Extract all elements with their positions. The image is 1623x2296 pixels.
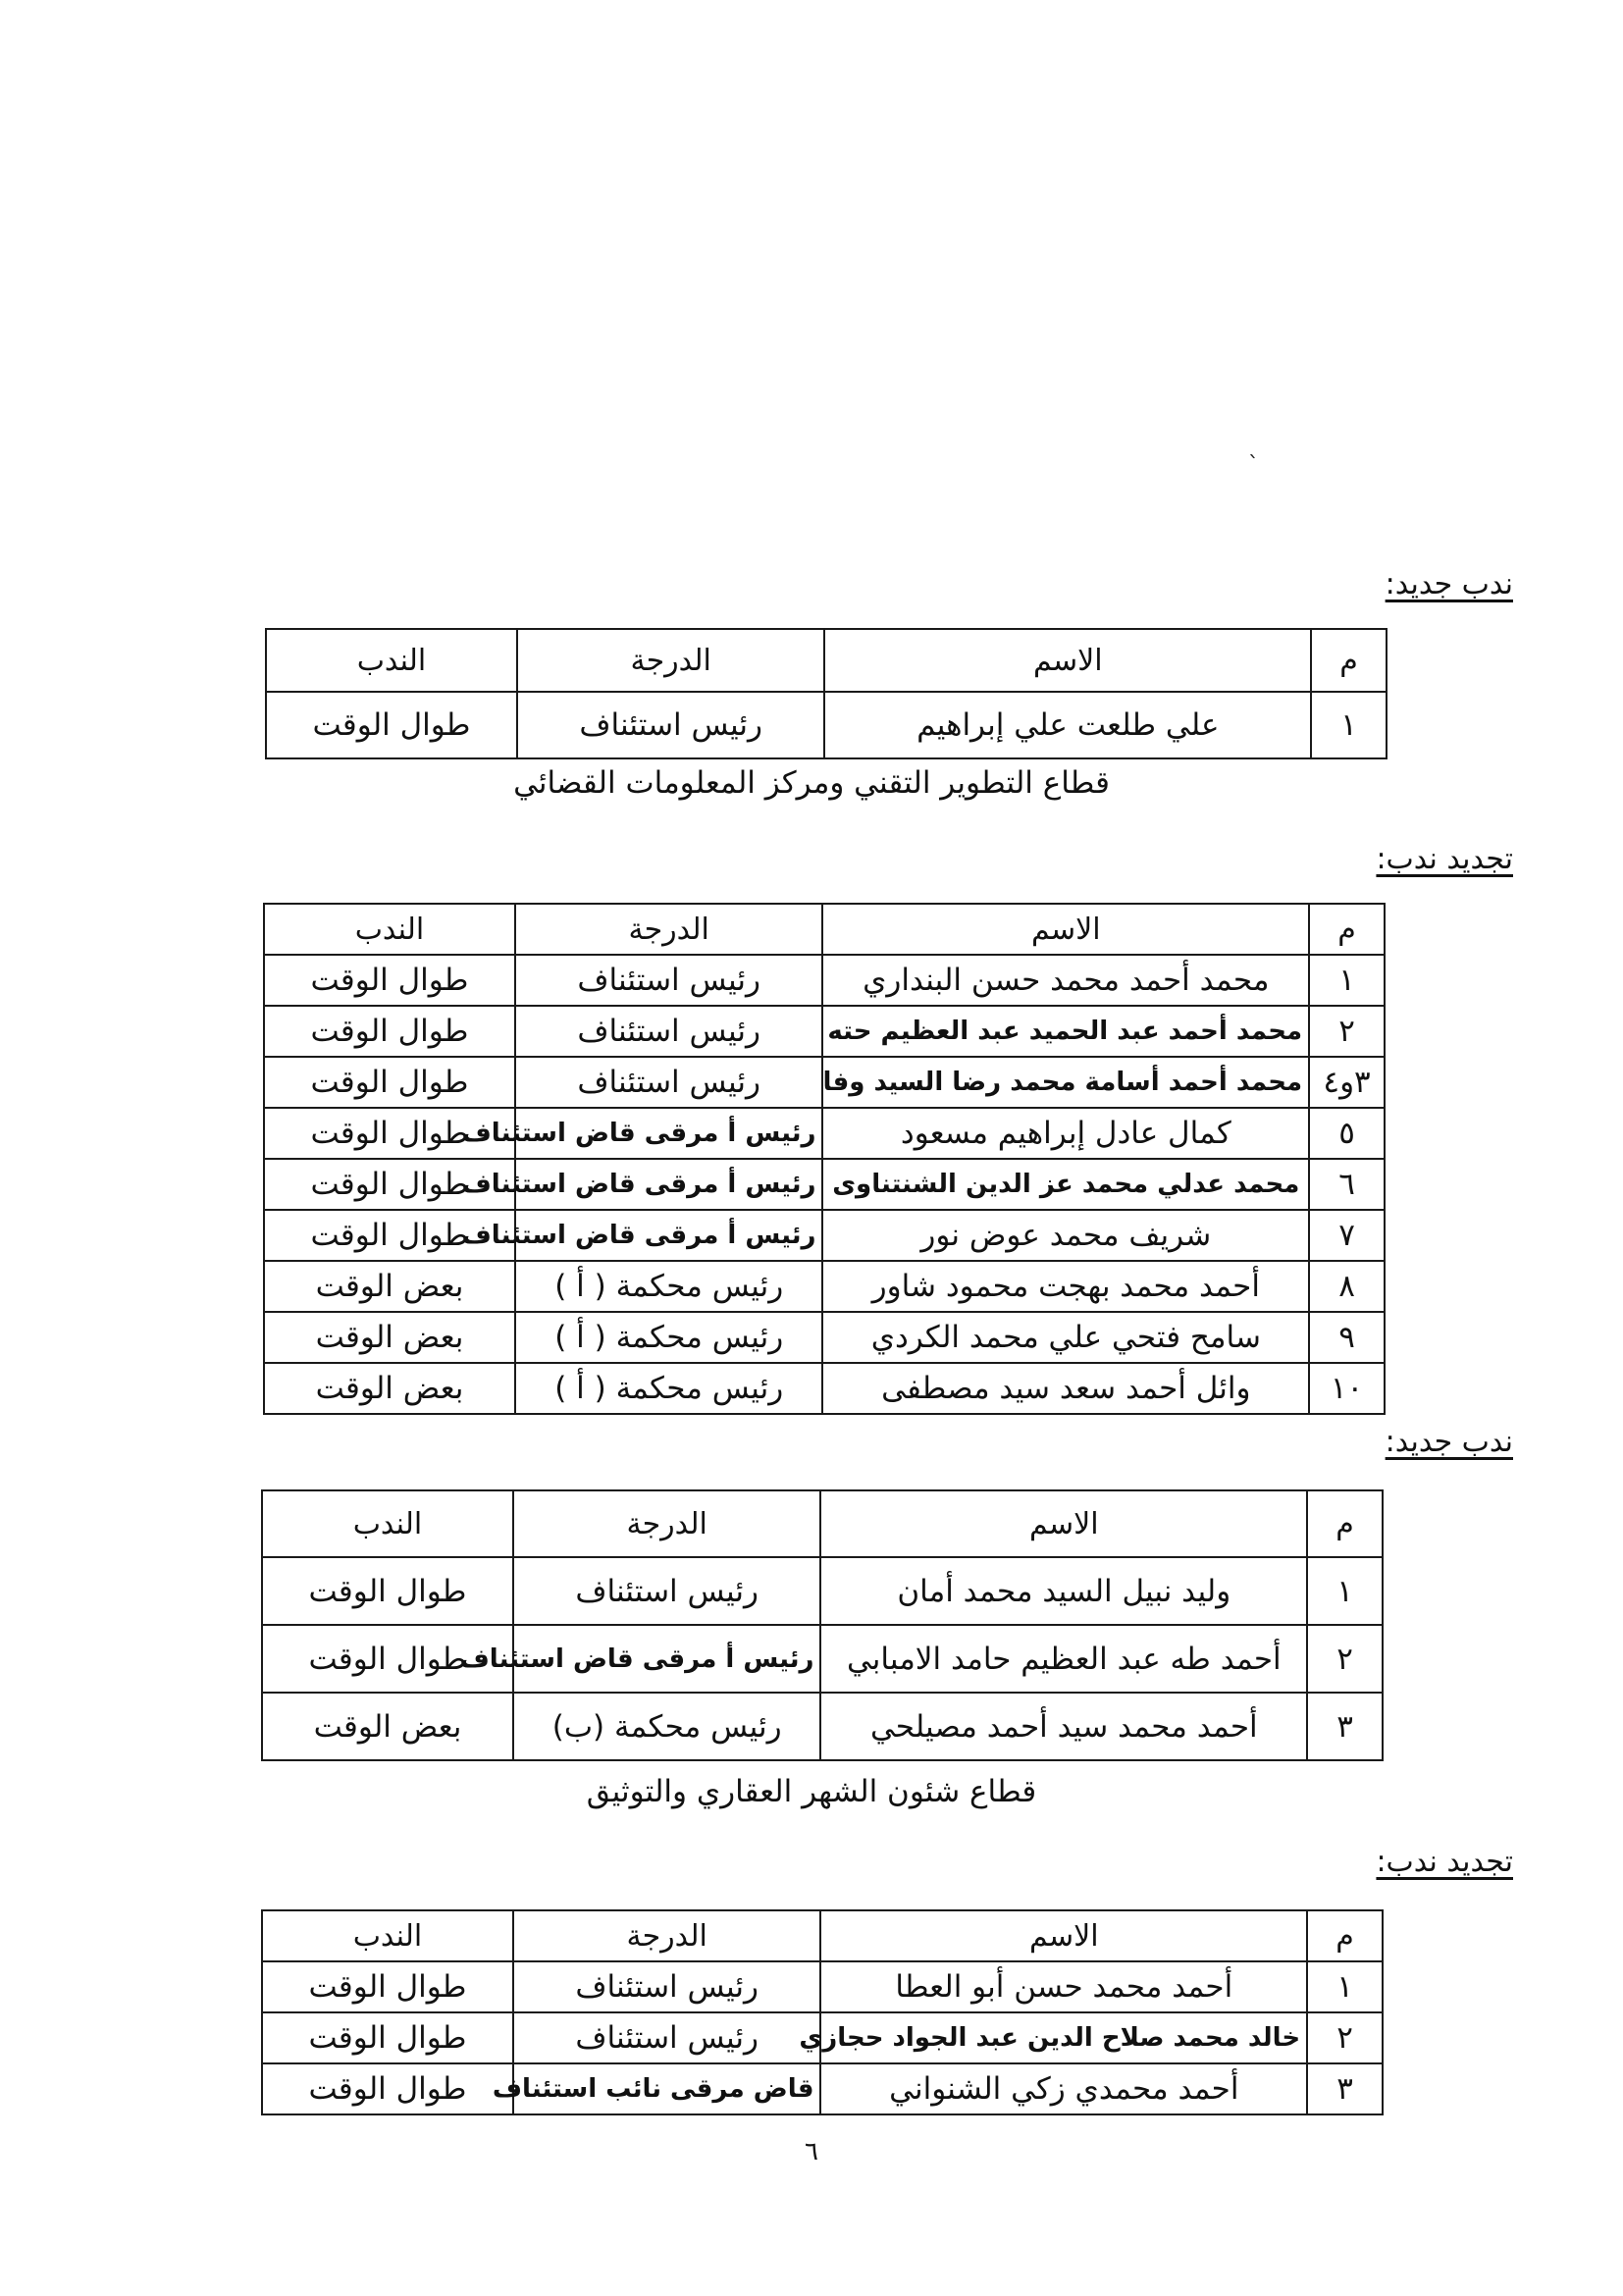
stray-mark: ` xyxy=(1248,453,1259,478)
header-grade: الدرجة xyxy=(517,629,825,692)
cell-secondment: بعض الوقت xyxy=(264,1363,515,1414)
cell-grade: رئيس محكمة ( أ ) xyxy=(515,1363,823,1414)
table-row xyxy=(262,1557,1383,1625)
section-2-table xyxy=(263,903,1386,1415)
cell-grade: رئيس استئناف xyxy=(515,1057,823,1108)
header-number: م xyxy=(1307,1490,1383,1557)
header-name: الاسم xyxy=(820,1490,1307,1557)
table-header-row xyxy=(266,629,1387,692)
header-number: م xyxy=(1309,904,1385,955)
table-row xyxy=(262,1693,1383,1760)
cell-name: محمد أحمد أسامة محمد رضا السيد وفا xyxy=(822,1057,1309,1108)
section-3-table xyxy=(261,1489,1384,1761)
cell-name: أحمد محمد حسن أبو العطا xyxy=(820,1961,1307,2012)
header-secondment: الندب xyxy=(262,1490,513,1557)
header-secondment: الندب xyxy=(262,1910,513,1961)
header-secondment: الندب xyxy=(266,629,517,692)
cell-grade: رئيس استئناف xyxy=(513,2012,821,2063)
cell-secondment: طوال الوقت xyxy=(262,1625,513,1693)
cell-number: ٢ xyxy=(1309,1006,1385,1057)
table-row xyxy=(264,1006,1385,1057)
cell-number: ٢ xyxy=(1307,2012,1383,2063)
section-1-caption: قطاع التطوير التقني ومركز المعلومات القضائي xyxy=(513,765,1110,801)
cell-secondment: طوال الوقت xyxy=(264,1159,515,1210)
cell-grade: رئيس أ مرقى قاض استئناف xyxy=(513,1625,821,1693)
cell-number: ١ xyxy=(1307,1557,1383,1625)
cell-secondment: طوال الوقت xyxy=(264,1210,515,1261)
table-row xyxy=(264,955,1385,1006)
cell-name: محمد أحمد عبد الحميد عبد العظيم حته xyxy=(822,1006,1309,1057)
cell-number: ٣و٤ xyxy=(1309,1057,1385,1108)
cell-number: ١ xyxy=(1309,955,1385,1006)
table-row xyxy=(262,2063,1383,2114)
cell-secondment: بعض الوقت xyxy=(264,1261,515,1312)
header-name: الاسم xyxy=(820,1910,1307,1961)
section-2-heading: تجديد ندب: xyxy=(1376,842,1513,876)
header-grade: الدرجة xyxy=(513,1910,821,1961)
cell-name: علي طلعت علي إبراهيم xyxy=(824,692,1311,758)
cell-name: وليد نبيل السيد محمد أمان xyxy=(820,1557,1307,1625)
cell-secondment: طوال الوقت xyxy=(264,955,515,1006)
cell-name: محمد عدلي محمد عز الدين الشنتناوى xyxy=(822,1159,1309,1210)
header-number: م xyxy=(1311,629,1387,692)
table-row xyxy=(264,1057,1385,1108)
cell-secondment: طوال الوقت xyxy=(266,692,517,758)
cell-name: وائل أحمد سعد سيد مصطفى xyxy=(822,1363,1309,1414)
cell-name: أحمد محمد بهجت محمود شاور xyxy=(822,1261,1309,1312)
header-number: م xyxy=(1307,1910,1383,1961)
table-row xyxy=(264,1210,1385,1261)
cell-grade: قاض مرقى نائب استئناف xyxy=(513,2063,821,2114)
cell-number: ١٠ xyxy=(1309,1363,1385,1414)
table-row xyxy=(264,1261,1385,1312)
table-row xyxy=(266,692,1387,758)
cell-number: ٩ xyxy=(1309,1312,1385,1363)
cell-secondment: طوال الوقت xyxy=(262,2063,513,2114)
cell-name: محمد أحمد محمد حسن البنداري xyxy=(822,955,1309,1006)
header-secondment: الندب xyxy=(264,904,515,955)
section-3-heading: ندب جديد: xyxy=(1385,1425,1513,1459)
cell-grade: رئيس محكمة ( أ ) xyxy=(515,1261,823,1312)
table-row xyxy=(262,1625,1383,1693)
cell-number: ١ xyxy=(1311,692,1387,758)
cell-grade: رئيس أ مرقى قاض استئناف xyxy=(515,1108,823,1159)
cell-grade: رئيس محكمة ( أ ) xyxy=(515,1312,823,1363)
cell-grade: رئيس استئناف xyxy=(517,692,825,758)
cell-grade: رئيس استئناف xyxy=(515,955,823,1006)
section-4-heading: تجديد ندب: xyxy=(1376,1845,1513,1879)
table-row xyxy=(264,1363,1385,1414)
cell-name: كمال عادل إبراهيم مسعود xyxy=(822,1108,1309,1159)
header-name: الاسم xyxy=(822,904,1309,955)
cell-number: ٣ xyxy=(1307,1693,1383,1760)
page-number: ٦ xyxy=(805,2137,818,2166)
cell-grade: رئيس استئناف xyxy=(515,1006,823,1057)
cell-grade: رئيس استئناف xyxy=(513,1557,821,1625)
section-1-table xyxy=(265,628,1387,759)
cell-secondment: طوال الوقت xyxy=(264,1006,515,1057)
table-row xyxy=(262,1961,1383,2012)
cell-secondment: بعض الوقت xyxy=(262,1693,513,1760)
table-header-row xyxy=(262,1490,1383,1557)
cell-number: ٣ xyxy=(1307,2063,1383,2114)
section-3-caption: قطاع شئون الشهر العقاري والتوثيق xyxy=(586,1774,1037,1809)
cell-secondment: طوال الوقت xyxy=(262,2012,513,2063)
header-name: الاسم xyxy=(824,629,1311,692)
cell-grade: رئيس أ مرقى قاض استئناف xyxy=(515,1159,823,1210)
cell-grade: رئيس استئناف xyxy=(513,1961,821,2012)
section-4-table xyxy=(261,1909,1384,2115)
header-grade: الدرجة xyxy=(513,1490,821,1557)
cell-name: شريف محمد عوض نور xyxy=(822,1210,1309,1261)
cell-number: ٨ xyxy=(1309,1261,1385,1312)
cell-secondment: طوال الوقت xyxy=(264,1057,515,1108)
cell-name: أحمد محمدي زكي الشنواني xyxy=(820,2063,1307,2114)
cell-number: ٦ xyxy=(1309,1159,1385,1210)
cell-name: خالد محمد صلاح الدين عبد الجواد حجازي xyxy=(820,2012,1307,2063)
cell-grade: رئيس محكمة (ب) xyxy=(513,1693,821,1760)
cell-number: ٧ xyxy=(1309,1210,1385,1261)
cell-number: ٢ xyxy=(1307,1625,1383,1693)
table-row xyxy=(264,1159,1385,1210)
header-grade: الدرجة xyxy=(515,904,823,955)
cell-secondment: طوال الوقت xyxy=(264,1108,515,1159)
table-header-row xyxy=(262,1910,1383,1961)
cell-secondment: طوال الوقت xyxy=(262,1557,513,1625)
cell-number: ١ xyxy=(1307,1961,1383,2012)
table-header-row xyxy=(264,904,1385,955)
cell-name: أحمد محمد سيد أحمد مصيلحي xyxy=(820,1693,1307,1760)
cell-name: أحمد طه عبد العظيم حامد الامبابي xyxy=(820,1625,1307,1693)
cell-name: سامح فتحي علي محمد الكردي xyxy=(822,1312,1309,1363)
cell-number: ٥ xyxy=(1309,1108,1385,1159)
cell-secondment: بعض الوقت xyxy=(264,1312,515,1363)
table-row xyxy=(264,1108,1385,1159)
section-1-heading: ندب جديد: xyxy=(1385,567,1513,601)
table-row xyxy=(264,1312,1385,1363)
table-row xyxy=(262,2012,1383,2063)
cell-grade: رئيس أ مرقى قاض استئناف xyxy=(515,1210,823,1261)
cell-secondment: طوال الوقت xyxy=(262,1961,513,2012)
